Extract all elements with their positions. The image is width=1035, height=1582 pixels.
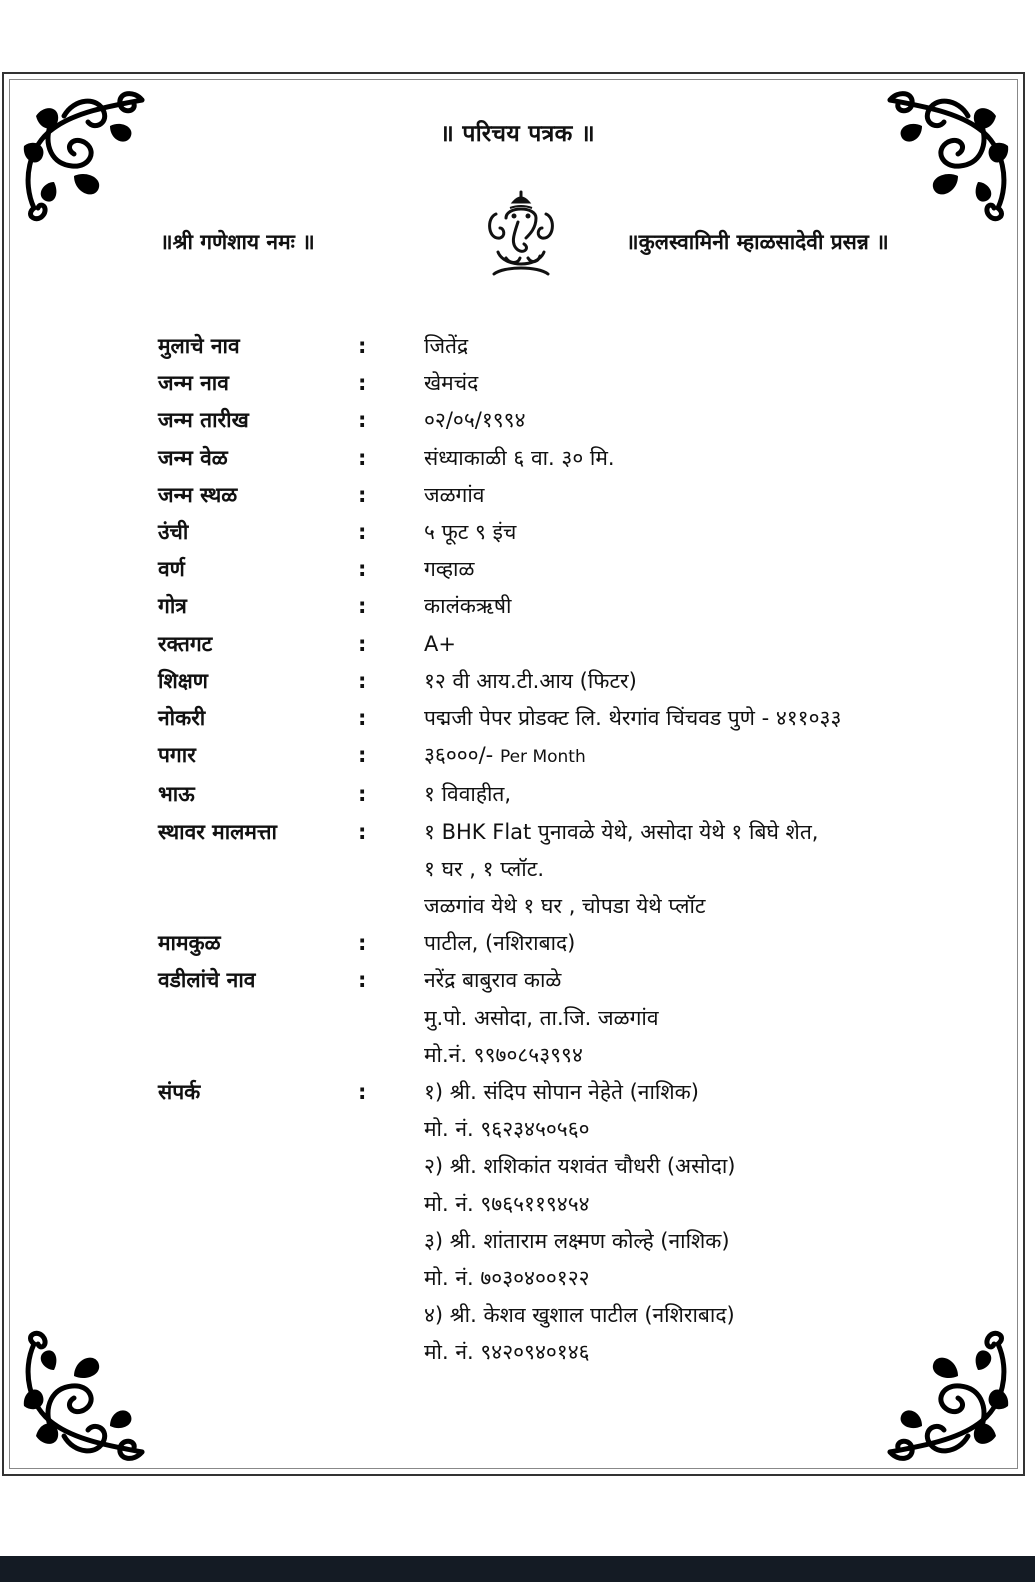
- detail-row: [158, 402, 978, 439]
- detail-separator: :: [358, 1080, 367, 1105]
- detail-row: [158, 962, 978, 1074]
- detail-separator: :: [358, 482, 367, 507]
- detail-value-text: जितेंद्र: [424, 334, 469, 358]
- bottom-navigation-bar: [0, 1556, 1035, 1582]
- detail-label: उंची: [158, 520, 189, 545]
- detail-value-text: १ विवाहीत,: [424, 782, 512, 807]
- detail-row: [158, 365, 978, 402]
- detail-values: [424, 962, 978, 1074]
- detail-row: [158, 328, 978, 365]
- detail-label: रक्तगट: [158, 631, 213, 656]
- detail-separator: :: [358, 819, 367, 844]
- detail-value-line: [424, 1148, 978, 1185]
- detail-label: संपर्क: [158, 1080, 201, 1105]
- detail-value-line: [424, 776, 978, 813]
- detail-label: वडीलांचे नाव: [158, 968, 256, 993]
- detail-separator: :: [358, 782, 367, 807]
- detail-separator: :: [358, 931, 367, 956]
- detail-value-text: ५ फूट ९ इंच: [424, 520, 517, 545]
- ganesha-emblem-icon: [484, 188, 558, 282]
- detail-row: [158, 1074, 978, 1372]
- detail-separator: :: [358, 334, 367, 358]
- detail-values: [424, 440, 978, 477]
- detail-values: [424, 663, 978, 700]
- detail-values: [424, 776, 978, 813]
- detail-value-text: १) श्री. संदिप सोपान नेहेते (नाशिक): [424, 1080, 699, 1105]
- document-title: ॥ परिचय पत्रक ॥: [440, 121, 595, 147]
- detail-label: मामकुळ: [158, 931, 221, 956]
- detail-value-text: मो. नं. ९७६५११९४५४: [424, 1191, 590, 1216]
- detail-values: [424, 588, 978, 625]
- detail-separator: :: [358, 594, 367, 619]
- detail-label: मुलाचे नाव: [158, 334, 240, 358]
- detail-label: वर्ण: [158, 557, 185, 582]
- detail-values: [424, 925, 978, 962]
- detail-value-text: ४) श्री. केशव खुशाल पाटील (नशिराबाद): [424, 1303, 735, 1328]
- detail-label: जन्म तारीख: [158, 408, 249, 433]
- detail-value-text: मो. नं. ९६२३४५०५६०: [424, 1117, 590, 1142]
- detail-row: [158, 700, 978, 737]
- floral-corner-ornament-top-left: [14, 86, 154, 226]
- detail-value-text: मो. नं. ७०३०४००१२२: [424, 1266, 590, 1291]
- detail-separator: :: [358, 408, 367, 433]
- detail-value-line: [424, 1111, 978, 1148]
- detail-separator: :: [358, 520, 367, 545]
- detail-label: पगार: [158, 743, 196, 768]
- detail-value-line: [424, 888, 978, 925]
- detail-values: [424, 477, 978, 514]
- detail-values: [424, 328, 978, 365]
- detail-value-line: [424, 1260, 978, 1297]
- detail-value-text: कालंकऋषी: [424, 594, 512, 619]
- detail-values: [424, 1074, 978, 1372]
- detail-value-text: जळगांव येथे १ घर , चोपडा येथे प्लॉट: [424, 894, 706, 919]
- detail-value-line: [424, 1074, 978, 1111]
- biodata-details: [158, 328, 978, 1372]
- detail-value-suffix: Per Month: [499, 747, 586, 768]
- detail-value-line: [424, 1223, 978, 1260]
- detail-label: स्थावर मालमत्ता: [158, 819, 277, 844]
- detail-separator: :: [358, 706, 367, 731]
- detail-value-text: नरेंद्र बाबुराव काळे: [424, 968, 562, 993]
- detail-row: [158, 514, 978, 551]
- detail-separator: :: [358, 371, 367, 396]
- detail-value-text: ३) श्री. शांताराम लक्ष्मण कोल्हे (नाशिक): [424, 1228, 730, 1253]
- detail-label: गोत्र: [158, 594, 187, 619]
- detail-value-line: [424, 925, 978, 962]
- detail-value-line: [424, 440, 978, 477]
- detail-value-line: [424, 962, 978, 999]
- detail-values: [424, 514, 978, 551]
- detail-value-line: [424, 588, 978, 625]
- detail-value-line: [424, 514, 978, 551]
- detail-row: [158, 440, 978, 477]
- detail-values: [424, 626, 978, 663]
- detail-label: शिक्षण: [158, 668, 208, 693]
- detail-label: जन्म वेळ: [158, 445, 228, 470]
- detail-values: [424, 402, 978, 439]
- detail-separator: :: [358, 668, 367, 693]
- detail-row: [158, 626, 978, 663]
- detail-separator: :: [358, 445, 367, 470]
- detail-row: [158, 588, 978, 625]
- detail-value-text: A+: [424, 631, 456, 656]
- detail-values: [424, 700, 978, 737]
- detail-values: [424, 365, 978, 402]
- detail-row: [158, 776, 978, 813]
- floral-corner-ornament-bottom-left: [14, 1326, 154, 1466]
- floral-corner-ornament-top-right: [878, 86, 1018, 226]
- detail-value-text: मो. नं. ९४२०९४०१४६: [424, 1340, 590, 1365]
- detail-separator: :: [358, 968, 367, 993]
- detail-value-line: [424, 626, 978, 663]
- detail-value-line: [424, 700, 978, 737]
- detail-separator: :: [358, 557, 367, 582]
- detail-value-line: [424, 477, 978, 514]
- detail-value-line: [424, 1334, 978, 1371]
- detail-value-text: संध्याकाळी ६ वा. ३० मि.: [424, 445, 615, 470]
- detail-row: [158, 663, 978, 700]
- detail-values: [424, 551, 978, 588]
- detail-value-text: १ घर , १ प्लॉट.: [424, 856, 544, 881]
- detail-row: [158, 477, 978, 514]
- invocation-ganesh: ॥श्री गणेशाय नमः ॥: [160, 230, 315, 254]
- detail-value-text: पाटील, (नशिराबाद): [424, 931, 576, 956]
- detail-value-text: २) श्री. शशिकांत यशवंत चौधरी (असोदा): [424, 1154, 736, 1179]
- detail-value-line: [424, 1297, 978, 1334]
- detail-value-text: पद्मजी पेपर प्रोडक्ट लि. थेरगांव चिंचवड पुणे - ४११०३३: [424, 706, 842, 731]
- detail-separator: :: [358, 631, 367, 656]
- detail-value-line: [424, 851, 978, 888]
- detail-value-line: [424, 551, 978, 588]
- detail-value-text: ०२/०५/१९९४: [424, 408, 526, 433]
- detail-values: [424, 814, 978, 926]
- detail-separator: :: [358, 743, 367, 768]
- detail-values: [424, 737, 978, 776]
- detail-value-text: गव्हाळ: [424, 557, 475, 582]
- detail-label: जन्म नाव: [158, 371, 229, 396]
- detail-row: [158, 814, 978, 926]
- detail-row: [158, 551, 978, 588]
- detail-value-line: [424, 1000, 978, 1037]
- invocation-kuldevi: ॥कुलस्वामिनी म्हाळसादेवी प्रसन्न ॥: [626, 230, 889, 254]
- detail-value-line: [424, 365, 978, 402]
- detail-value-text: मु.पो. असोदा, ता.जि. जळगांव: [424, 1005, 659, 1030]
- detail-value-text: १ BHK Flat पुनावळे येथे, असोदा येथे १ बिघे शेत,: [424, 819, 819, 844]
- detail-value-text: ३६०००/-: [424, 743, 494, 768]
- detail-value-text: जळगांव: [424, 482, 485, 507]
- detail-value-line: [424, 1186, 978, 1223]
- detail-value-line: [424, 1037, 978, 1074]
- detail-label: जन्म स्थळ: [158, 482, 238, 507]
- detail-value-text: खेमचंद: [424, 371, 479, 396]
- detail-label: भाऊ: [158, 782, 195, 807]
- detail-row: [158, 737, 978, 776]
- detail-value-line: [424, 814, 978, 851]
- detail-value-line: [424, 402, 978, 439]
- detail-value-line: [424, 663, 978, 700]
- detail-label: नोकरी: [158, 706, 206, 731]
- detail-row: [158, 925, 978, 962]
- detail-value-text: १२ वी आय.टी.आय (फिटर): [424, 668, 637, 693]
- detail-value-line: [424, 328, 978, 365]
- detail-value-line: [424, 737, 978, 776]
- detail-value-text: मो.नं. ९९७०८५३९९४: [424, 1042, 583, 1067]
